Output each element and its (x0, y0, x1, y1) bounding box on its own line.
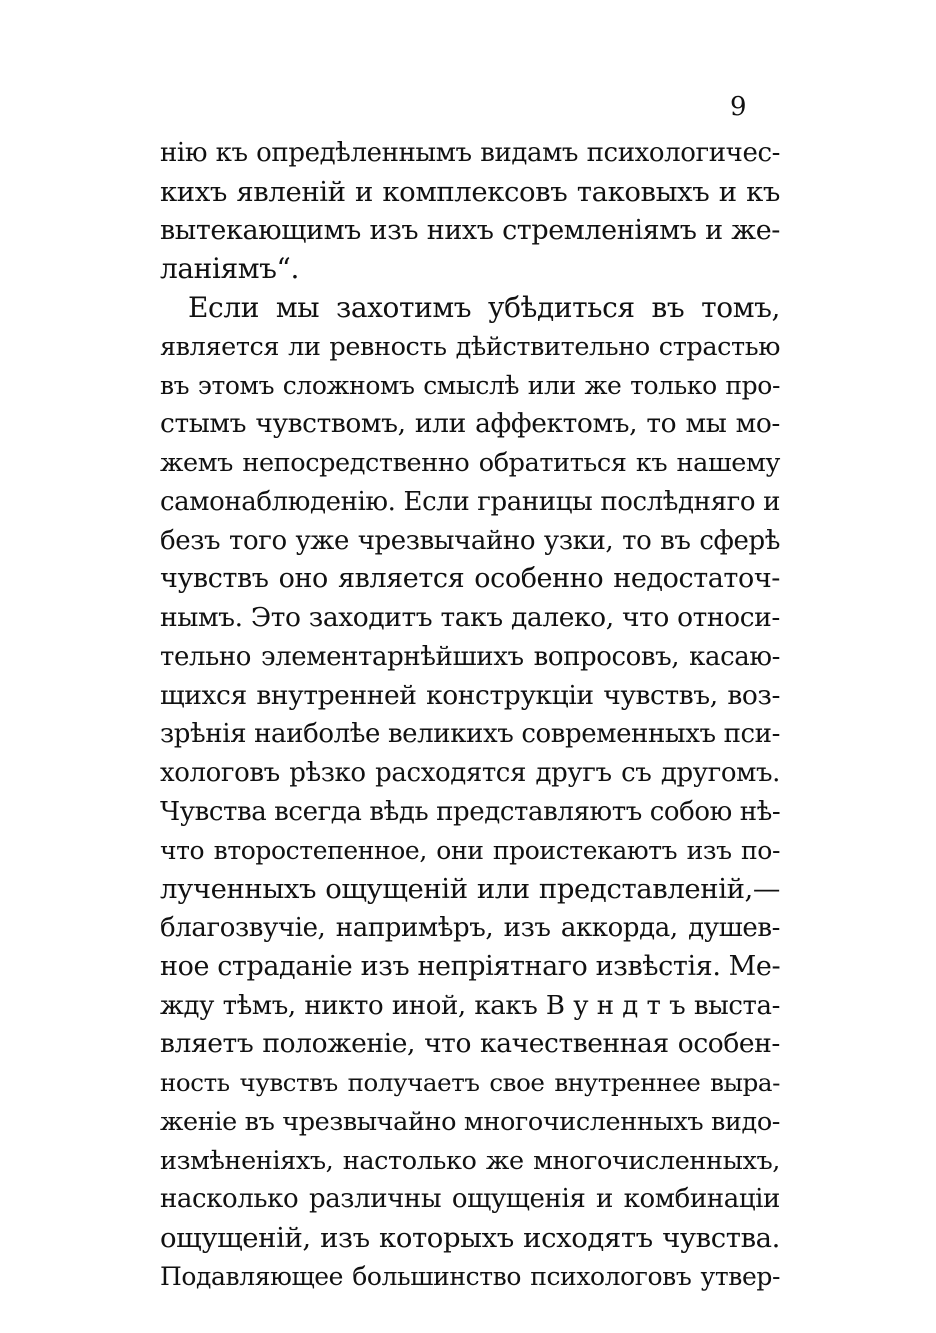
text-line: ощущеній, изъ которыхъ исходятъ чувства. (160, 1222, 780, 1254)
text-line: зрѣнія наиболѣе великихъ современныхъ пси- (160, 719, 780, 750)
text-line: ность чувствъ получаетъ свое внутреннее выра- (160, 1068, 780, 1097)
text-line: лученныхъ ощущеній или представленій,— (160, 873, 780, 906)
text-line: Чувства всегда вѣдь представляютъ собою нѣ- (160, 796, 781, 827)
text-line: ное страданіе изъ непріятнаго извѣстія. Ме- (160, 950, 781, 982)
text-line: безъ того уже чрезвычайно узки, то въ сферѣ (160, 525, 780, 556)
paragraph-start-line: Если мы захотимъ убѣдиться въ томъ, (188, 291, 780, 324)
text-line: нію къ опредѣленнымъ видамъ психологичес- (160, 138, 780, 168)
text-line: насколько различны ощущенія и комбинаціи (160, 1184, 780, 1215)
text-line: измѣненіяхъ, настолько же многочисленныхъ, (160, 1145, 780, 1176)
text-line: вляетъ положеніе, что качественная особен- (160, 1028, 780, 1060)
text-line: хологовъ рѣзко расходятся другъ съ другомъ. (160, 758, 780, 788)
body-text (160, 134, 780, 1297)
text-line: жду тѣмъ, никто иной, какъ В у н д т ъ выста- (160, 990, 780, 1021)
text-line: чувствъ оно является особенно недостаточ- (160, 563, 780, 595)
text-line: является ли ревность дѣйствительно страстью (160, 331, 780, 362)
text-line: ланіямъ“. (160, 252, 299, 286)
text-line: въ этомъ сложномъ смыслѣ или же только про- (160, 370, 780, 400)
text-line: тельно элементарнѣйшихъ вопросовъ, касаю- (160, 641, 780, 672)
text-line: Подавляющее большинство психологовъ утвер- (160, 1261, 780, 1291)
text-line: что второстепенное, они проистекаютъ изъ по- (160, 835, 780, 865)
text-line: женіе въ чрезвычайно многочисленныхъ видо- (160, 1106, 780, 1137)
text-line: вытекающимъ изъ нихъ стремленіямъ и же- (160, 214, 780, 246)
text-line: кихъ явленій и комплексовъ таковыхъ и къ (160, 175, 780, 208)
text-line: самонаблюденію. Если границы послѣдняго и (160, 486, 780, 517)
text-line: благозвучіе, напримѣръ, изъ аккорда, душев- (160, 913, 780, 943)
text-line: стымъ чувствомъ, или аффектомъ, то мы мо- (160, 408, 780, 440)
page-number: 9 (730, 92, 747, 122)
text-line: нымъ. Это заходитъ такъ далеко, что относи- (160, 602, 780, 633)
text-line: жемъ непосредственно обратиться къ нашему (160, 448, 780, 478)
text-line: щихся внутренней конструкціи чувствъ, воз- (160, 679, 780, 711)
